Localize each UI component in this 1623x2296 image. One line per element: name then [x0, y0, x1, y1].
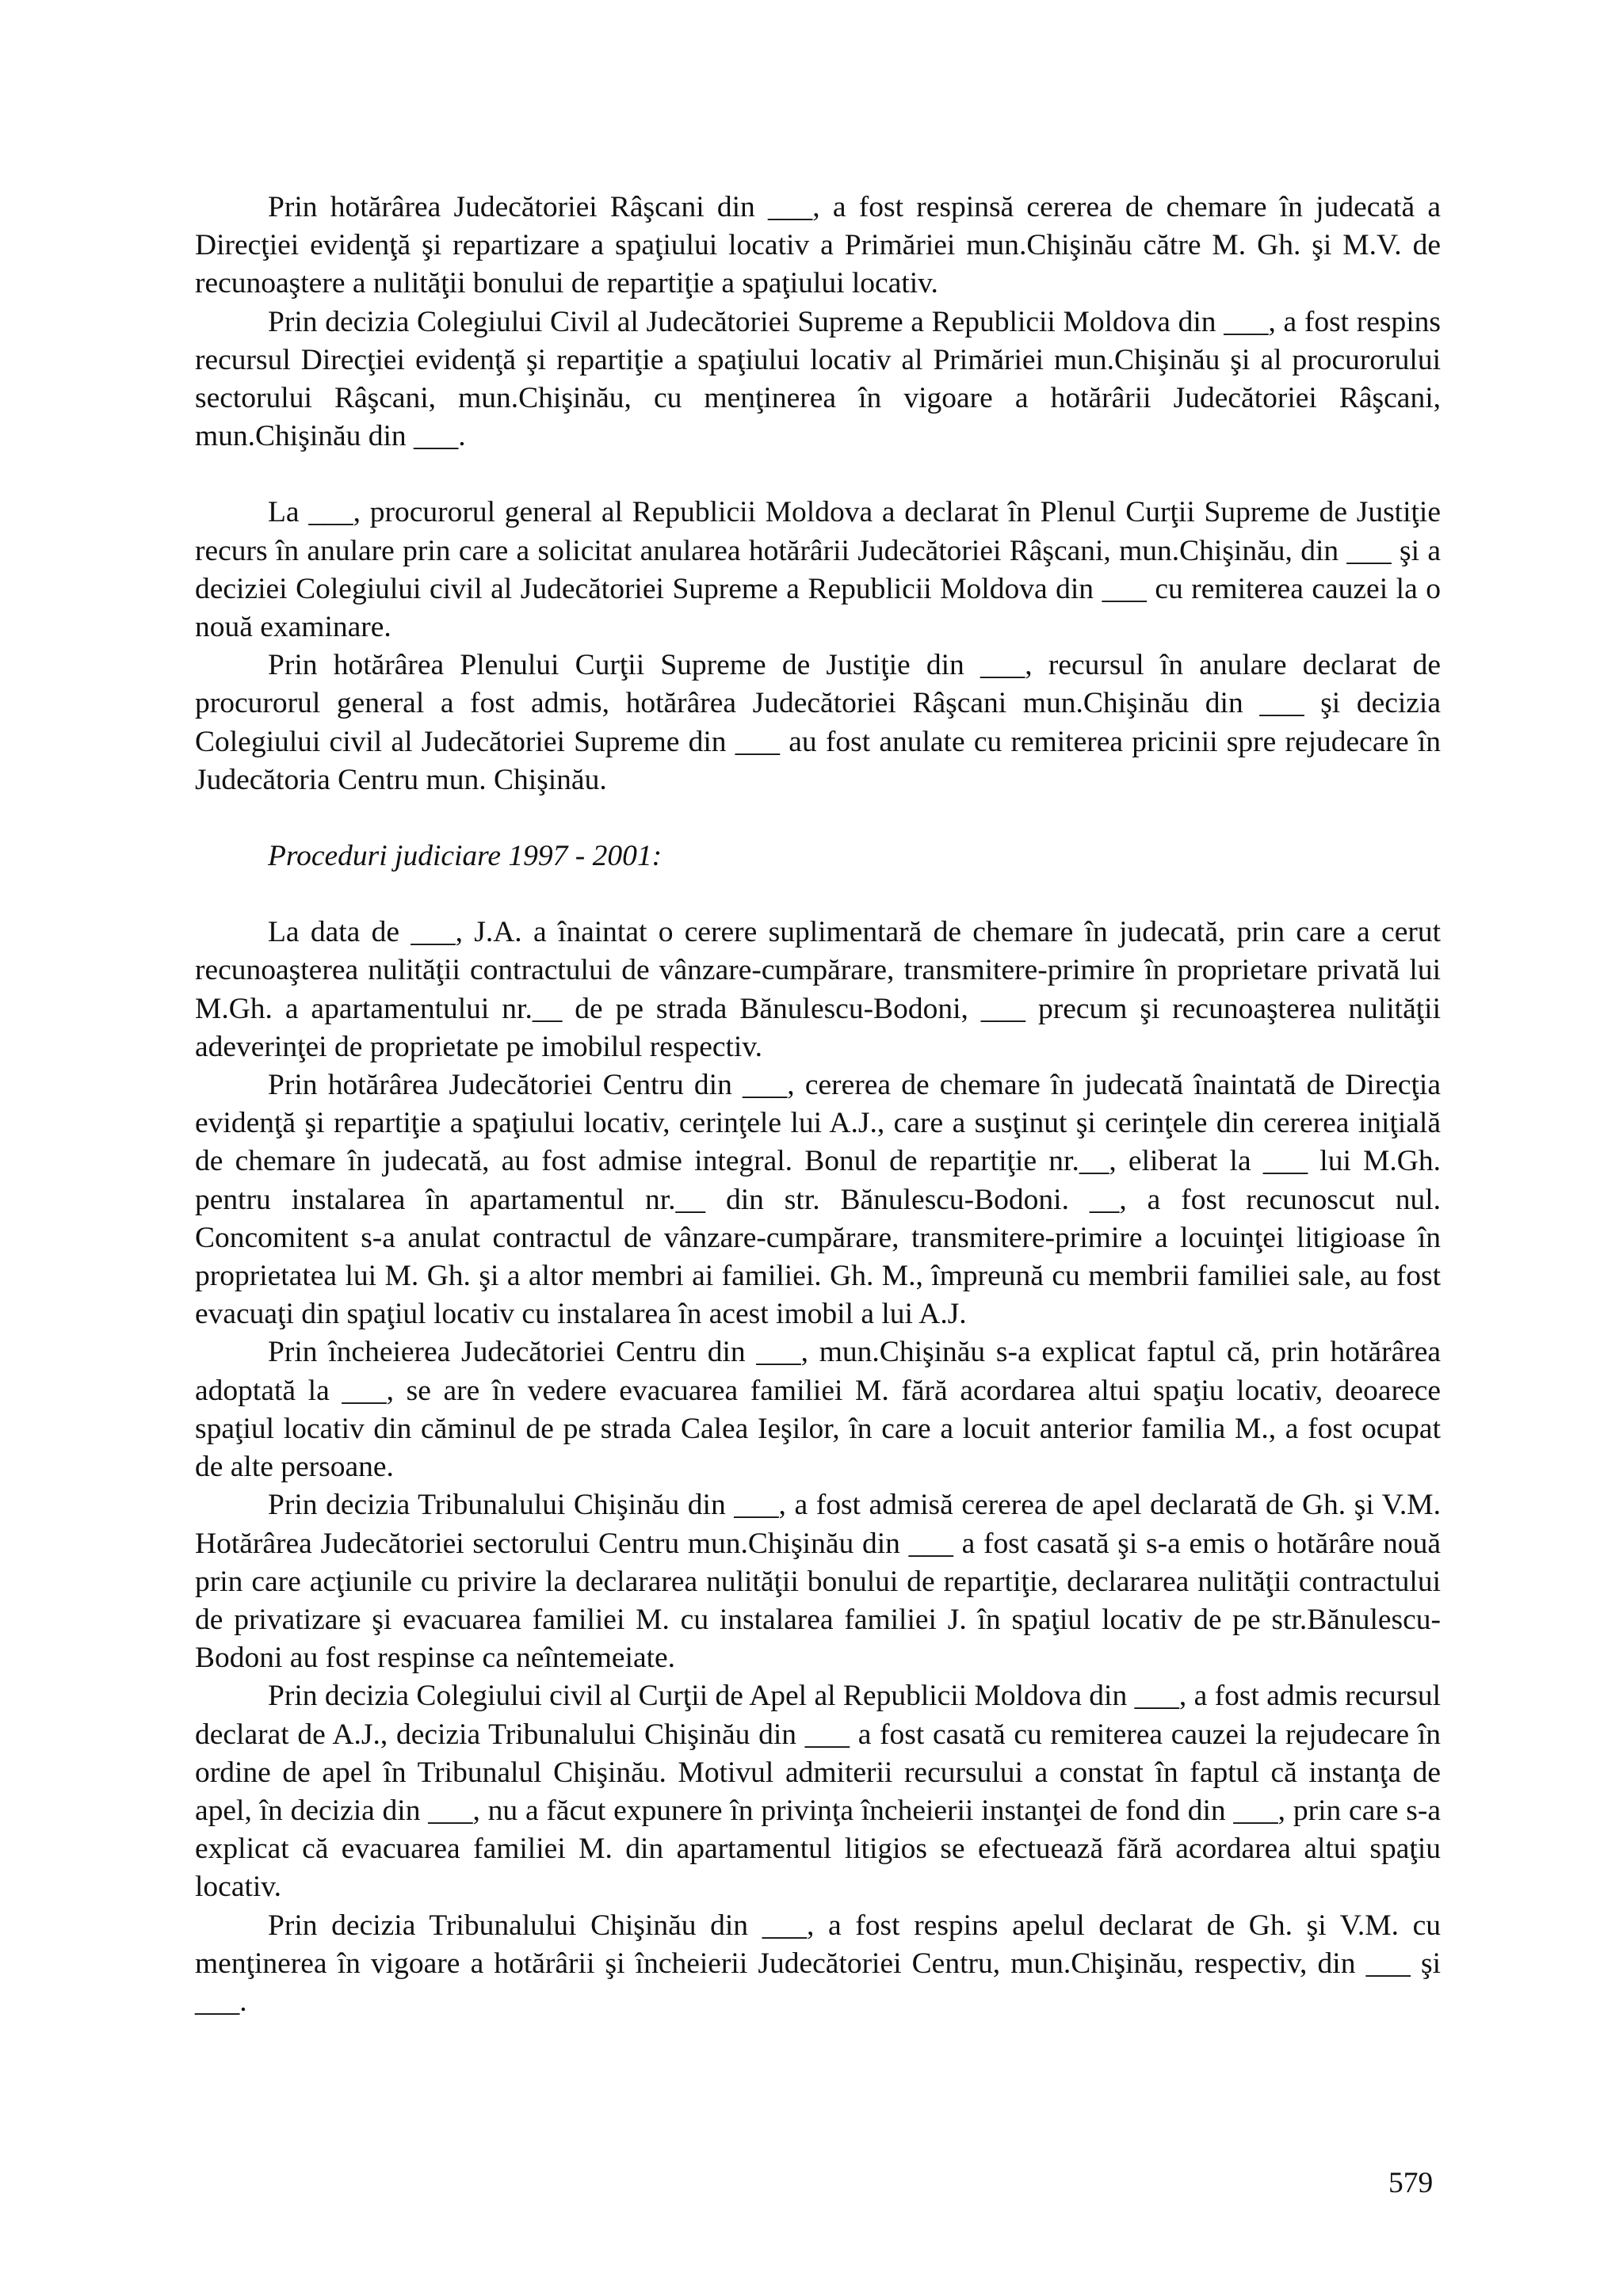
- document-body: [195, 189, 1441, 2021]
- section-heading: Proceduri judiciare 1997 - 2001:: [268, 840, 663, 873]
- paragraph-2: Prin decizia Colegiului Civil al Judecătoriei Supreme a Republicii Moldova din ___, a fost respins recursul Direcţiei evidenţă şi repartiţie a spaţiului locativ al Primăriei mun.Chişinău şi al procurorului sectorului Râşcani, mun.Chişinău, cu menţinerea în vigoare a hotărârii Judecătoriei Râşcani, mun.Chişinău din ___.: [195, 305, 1441, 453]
- paragraph-1: Prin hotărârea Judecătoriei Râşcani din ___, a fost respinsă cererea de chemare în judecată a Direcţiei evidenţă şi repartizare a spaţiului locativ a Primăriei mun.Chişinău către M. Gh. şi M.V. de recunoaştere a nulităţii bonului de repartiţie a spaţiului locativ.: [195, 191, 1441, 300]
- paragraph-7: Prin încheierea Judecătoriei Centru din ___, mun.Chişinău s-a explicat faptul că, prin hotărârea adoptată la ___, se are în vedere evacuarea familiei M. fără acordarea altui spaţiu locativ, deoarece spaţiul locativ din căminul de pe strada Calea Ieşilor, în care a locuit anterior familia M., a fost ocupat de alte persoane.: [195, 1336, 1441, 1484]
- paragraph-8: Prin decizia Tribunalului Chişinău din ___, a fost admisă cererea de apel declarată de Gh. şi V.M. Hotărârea Judecătoriei sectorului Centru mun.Chişinău din ___ a fost casată şi s-a emis o hotărâre nouă prin care acţiunile cu privire la declararea nulităţii bonului de repartiţie, declararea nulităţii contractului de privatizare şi evacuarea familiei M. cu instalarea familiei J. în spaţiul locativ de pe str.Bănulescu-Bodoni au fost respinse ca neîntemeiate.: [195, 1489, 1441, 1675]
- paragraph-9: Prin decizia Colegiului civil al Curţii de Apel al Republicii Moldova din ___, a fost admis recursul declarat de A.J., decizia Tribunalului Chişinău din ___ a fost casată cu remiterea cauzei la rejudecare în ordine de apel în Tribunalul Chişinău. Motivul admiterii recursului a constat în faptul că instanţa de apel, în decizia din ___, nu a făcut expunere în privinţa încheierii instanţei de fond din ___, prin care s-a explicat că evacuarea familiei M. din apartamentul litigios se efectuează fără acordarea altui spaţiu locativ.: [195, 1680, 1441, 1904]
- page-number: 579: [1388, 2167, 1434, 2199]
- paragraph-4: Prin hotărârea Plenului Curţii Supreme de Justiţie din ___, recursul în anulare declarat de procurorul general a fost admis, hotărârea Judecătoriei Râşcani mun.Chişinău din ___ şi decizia Colegiului civil al Judecătoriei Supreme din ___ au fost anulate cu remiterea pricinii spre rejudecare în Judecătoria Centru mun. Chişinău.: [195, 649, 1441, 796]
- paragraph-3: La ___, procurorul general al Republicii Moldova a declarat în Plenul Curţii Supreme de Justiţie recurs în anulare prin care a solicitat anularea hotărârii Judecătoriei Râşcani, mun.Chişinău, din ___ şi a deciziei Colegiului civil al Judecătoriei Supreme a Republicii Moldova din ___ cu remiterea cauzei la o nouă examinare.: [195, 496, 1441, 644]
- spacer: [195, 456, 1441, 494]
- spacer: [195, 875, 1441, 913]
- paragraph-6: Prin hotărârea Judecătoriei Centru din ___, cererea de chemare în judecată înaintată de Direcţia evidenţă şi repartiţie a spaţiului locativ, cerinţele lui A.J., care a susţinut şi cerinţele din cererea iniţială de chemare în judecată, au fost admise integral. Bonul de repartiţie nr.__, eliberat la ___ lui M.Gh. pentru instalarea în apartamentul nr.__ din str. Bănulescu-Bodoni. __, a fost recunoscut nul. Concomitent s-a anulat contractul de vânzare-cumpărare, transmitere-primire a locuinţei litigioase în proprietatea lui M. Gh. şi a altor membri ai familiei. Gh. M., împreună cu membrii familiei sale, au fost evacuaţi din spaţiul locativ cu instalarea în acest imobil a lui A.J.: [195, 1069, 1441, 1331]
- paragraph-5: La data de ___, J.A. a înaintat o cerere suplimentară de chemare în judecată, prin care a cerut recunoaşterea nulităţii contractului de vânzare-cumpărare, transmitere-primire în proprietare privată lui M.Gh. a apartamentului nr.__ de pe strada Bănulescu-Bodoni, ___ precum şi recunoaşterea nulităţii adeverinţei de proprietate pe imobilul respectiv.: [195, 916, 1441, 1063]
- spacer: [195, 799, 1441, 837]
- paragraph-10: Prin decizia Tribunalului Chişinău din ___, a fost respins apelul declarat de Gh. şi V.M. cu menţinerea în vigoare a hotărârii şi încheierii Judecătoriei Centru, mun.Chişinău, respectiv, din ___ şi ___.: [195, 1909, 1441, 2018]
